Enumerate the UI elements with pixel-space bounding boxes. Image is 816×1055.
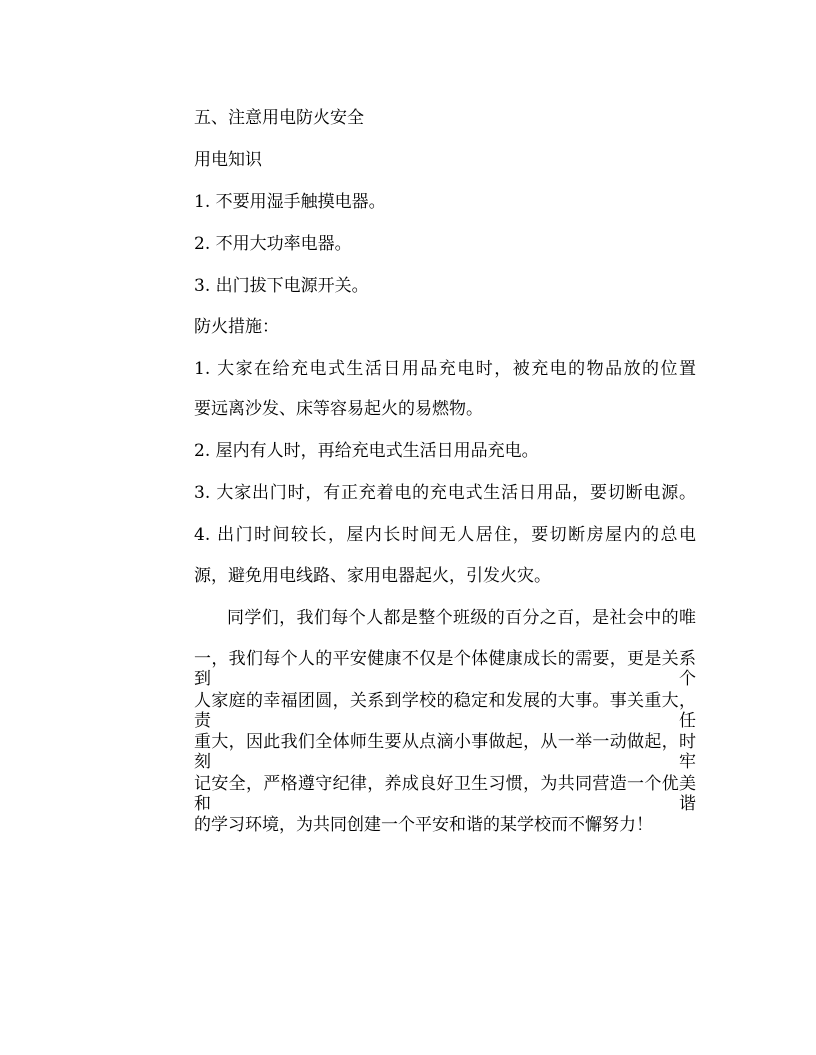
closing-paragraph-line-3: 人家庭的幸福团圆，关系到学校的稳定和发展的大事。事关重大，责任: [194, 691, 696, 731]
section-heading: 五、注意用电防火安全: [194, 108, 364, 128]
subheading-fire-measures: 防火措施：: [194, 317, 279, 337]
closing-paragraph-line-5: 记安全，严格遵守纪律，养成良好卫生习惯，为共同营造一个优美和谐: [194, 774, 696, 814]
electric-item-2: 2. 不用大功率电器。: [194, 234, 352, 254]
closing-paragraph-line-1: 同学们，我们每个人都是整个班级的百分之百，是社会中的唯: [227, 608, 696, 628]
electric-item-3: 3. 出门拔下电源开关。: [194, 276, 369, 296]
closing-paragraph-line-4: 重大，因此我们全体师生要从点滴小事做起，从一举一动做起，时刻牢: [194, 732, 696, 772]
fire-item-3: 3. 大家出门时，有正充着电的充电式生活日用品，要切断电源。: [194, 483, 696, 503]
electric-item-1: 1. 不要用湿手触摸电器。: [194, 192, 386, 212]
closing-paragraph-line-2: 一，我们每个人的平安健康不仅是个体健康成长的需要，更是关系到个: [194, 649, 696, 689]
closing-paragraph-line-6: 的学习环境，为共同创建一个平安和谐的某学校而不懈努力！: [194, 815, 653, 835]
fire-item-4-line-1: 4. 出门时间较长，屋内长时间无人居住，要切断房屋内的总电: [194, 525, 696, 545]
fire-item-1-line-2: 要远离沙发、床等容易起火的易燃物。: [194, 399, 483, 419]
fire-item-1-line-1: 1. 大家在给充电式生活日用品充电时，被充电的物品放的位置: [194, 359, 696, 379]
fire-item-4-line-2: 源，避免用电线路、家用电器起火，引发火灾。: [194, 566, 551, 586]
subheading-electric-knowledge: 用电知识: [194, 150, 262, 170]
fire-item-2: 2. 屋内有人时，再给充电式生活日用品充电。: [194, 441, 539, 461]
